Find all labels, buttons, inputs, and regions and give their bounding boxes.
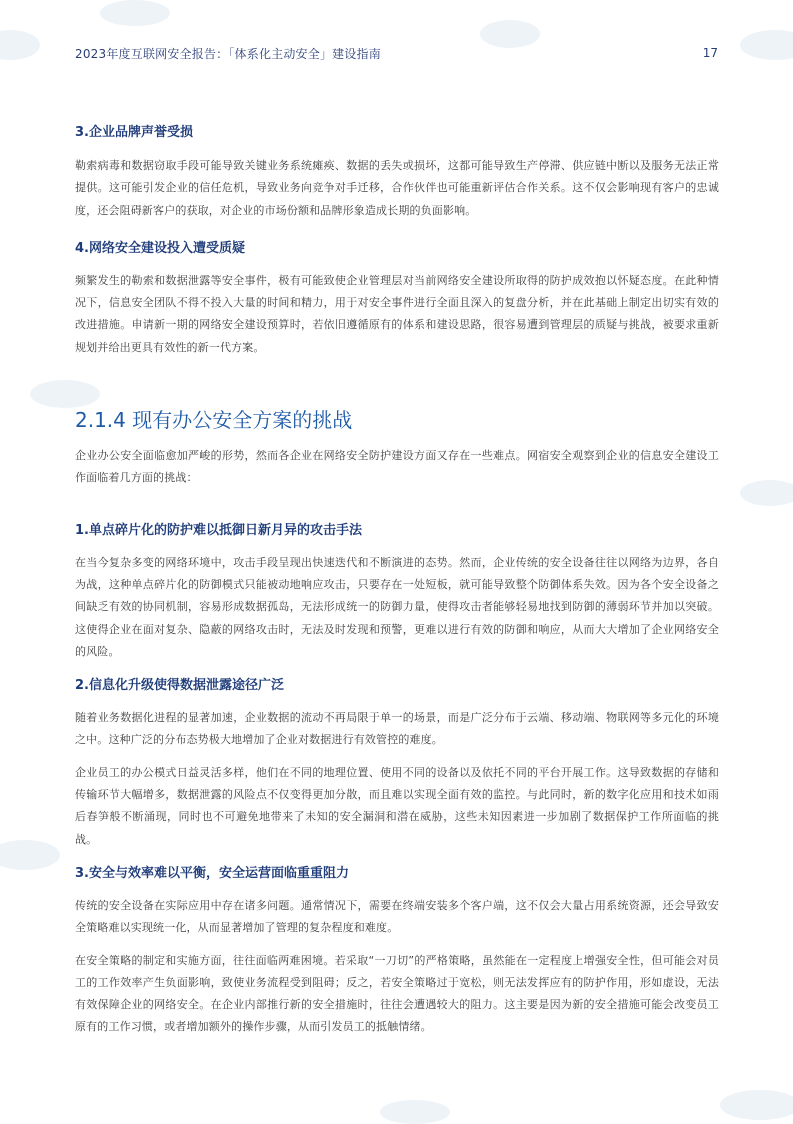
section-heading: 3.企业品牌声誉受损 xyxy=(75,125,193,140)
challenge-heading: 1.单点碎片化的防护难以抵御日新月异的攻击手法 xyxy=(75,522,362,538)
section-paragraph: 频繁发生的勒索和数据泄露等安全事件，极有可能致使企业管理层对当前网络安全建设所取得的防护成效抱以怀疑态度。在此种情况下，信息安全团队不得不投入大量的时间和精力，用于对安全事件进行全面且深入的复盘分析，并在此基础上制定出切实有效的改进措施。申请新一期的网络安全建设预算时，若依旧遵循原有的体系和建设思路，很容易遭到管理层的质疑与挑战，被要求重新规划并给出更具有效性的新一代方案。 xyxy=(75,273,719,354)
challenge-paragraph: 在安全策略的制定和实施方面，往往面临两难困境。若采取“一刀切”的严格策略，虽然能在一定程度上增强安全性，但可能会对员工的工作效率产生负面影响，致使业务流程受到阻碍；反之，若安全策略过于宽松，则无法发挥应有的防护作用，形如虚设，无法有效保障企业的网络安全。在企业内部推行新的安全措施时，往往会遭遇较大的阻力。这主要是因为新的安全措施可能会改变员工原有的工作习惯，或者增加额外的操作步骤，从而引发员工的抵触情绪。 xyxy=(75,953,719,1034)
watermark-shape xyxy=(720,1090,793,1120)
chapter-heading: 2.1.4 现有办公安全方案的挑战 xyxy=(75,408,353,433)
chapter-intro: 企业办公安全面临愈加严峻的形势，然而各企业在网络安全防护建设方面又存在一些难点。网宿安全观察到企业的信息安全建设工作面临着几方面的挑战： xyxy=(75,449,719,485)
watermark-shape xyxy=(380,1100,450,1124)
challenge-paragraph: 随着业务数据化进程的显著加速，企业数据的流动不再局限于单一的场景，而是广泛分布于云端、移动端、物联网等多元化的环境之中。这种广泛的分布态势极大地增加了企业对数据进行有效管控的难度。 xyxy=(75,711,719,747)
section-paragraph: 勒索病毒和数据窃取手段可能导致关键业务系统瘫痪、数据的丢失或损坏，这都可能导致生产停滞、供应链中断以及服务无法正常提供。这可能引发企业的信任危机，导致业务向竞争对手迁移，合作伙伴也可能重新评估合作关系。这不仅会影响现有客户的忠诚度，还会阻碍新客户的获取，对企业的市场份额和品牌形象造成长期的负面影响。 xyxy=(75,159,719,217)
document-title: 2023年度互联网安全报告：「体系化主动安全」建设指南 xyxy=(75,46,381,61)
watermark-shape xyxy=(100,0,170,26)
watermark-shape xyxy=(740,480,793,506)
page-header xyxy=(75,44,718,62)
challenge-heading: 2.信息化升级使得数据泄露途径广泛 xyxy=(75,678,284,694)
section-heading: 4.网络安全建设投入遭受质疑 xyxy=(75,240,245,256)
challenge-paragraph: 企业员工的办公模式日益灵活多样，他们在不同的地理位置、使用不同的设备以及依托不同的平台开展工作。这导致数据的存储和传输环节大幅增多，数据泄露的风险点不仅变得更加分散，而且难以实现全面有效的监控。与此同时，新的数字化应用和技术如雨后春笋般不断涌现，同时也不可避免地带来了未知的安全漏洞和潜在威胁，这些未知因素进一步加剧了数据保护工作所面临的挑战。 xyxy=(75,765,719,846)
watermark-shape xyxy=(0,840,60,870)
watermark-shape xyxy=(0,30,40,60)
challenge-paragraph: 传统的安全设备在实际应用中存在诸多问题。通常情况下，需要在终端安装多个客户端，这不仅会大量占用系统资源，还会导致安全策略难以实现统一化，从而显著增加了管理的复杂程度和难度。 xyxy=(75,898,719,935)
page-content xyxy=(75,118,719,1039)
challenge-heading: 3.安全与效率难以平衡，安全运营面临重重阻力 xyxy=(75,865,349,881)
page-number: 17 xyxy=(702,46,718,60)
watermark-shape xyxy=(740,30,793,60)
challenge-paragraph: 在当今复杂多变的网络环境中，攻击手段呈现出快速迭代和不断演进的态势。然而，企业传统的安全设备往往以网络为边界，各自为战，这种单点碎片化的防御模式只能被动地响应攻击，只要存在一处短板，就可能导致整个防御体系失效。因为各个安全设备之间缺乏有效的协同机制，容易形成数据孤岛，无法形成统一的防御力量，使得攻击者能够轻易地找到防御的薄弱环节并加以突破。这使得企业在面对复杂、隐蔽的网络攻击时，无法及时发现和预警，更难以进行有效的防御和响应，从而大大增加了企业网络安全的风险。 xyxy=(75,555,719,658)
